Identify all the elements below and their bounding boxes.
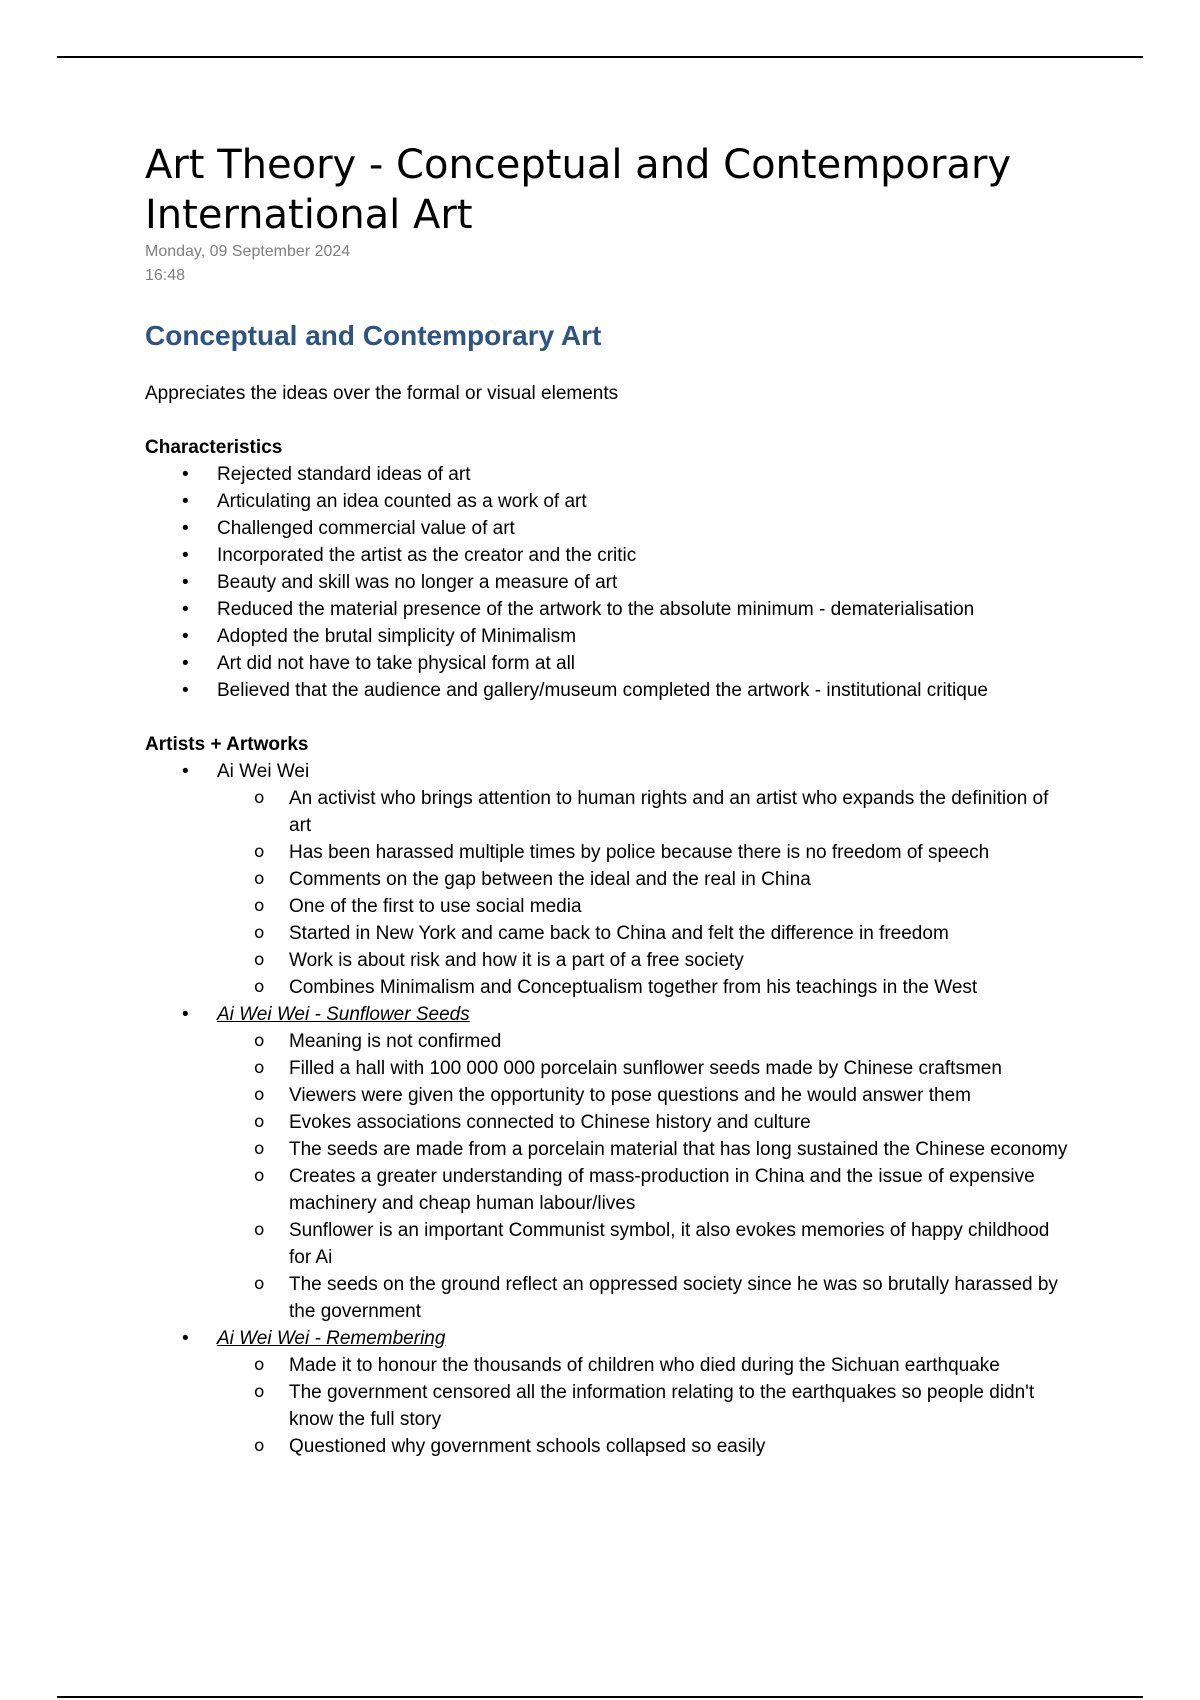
- list-item: • Believed that the audience and gallery/museum completed the artwork - institutional critique: [145, 677, 1075, 704]
- sub-bullet-icon: o: [254, 842, 265, 862]
- list-item: • Beauty and skill was no longer a measure of art: [145, 569, 1075, 596]
- list-item: o An activist who brings attention to human rights and an artist who expands the definition of art: [217, 785, 1075, 839]
- list-item: o Has been harassed multiple times by police because there is no freedom of speech: [217, 839, 1075, 866]
- artwork-notes: [217, 1352, 1075, 1460]
- bullet-icon: •: [182, 518, 189, 539]
- top-divider: [57, 56, 1143, 58]
- list-item: o Comments on the gap between the ideal and the real in China: [217, 866, 1075, 893]
- sub-bullet-icon: o: [254, 1166, 265, 1186]
- bottom-divider: [57, 1696, 1143, 1698]
- sub-bullet-icon: o: [254, 1220, 265, 1240]
- list-item: • Rejected standard ideas of art: [145, 461, 1075, 488]
- artist-label: Ai Wei Wei: [217, 761, 310, 782]
- list-item: • Challenged commercial value of art: [145, 515, 1075, 542]
- artists-heading: Artists + Artworks: [145, 734, 309, 755]
- artist-entry: [145, 1001, 1075, 1325]
- list-item: • Reduced the material presence of the artwork to the absolute minimum - dematerialisation: [145, 596, 1075, 623]
- list-item: o Evokes associations connected to Chinese history and culture: [217, 1109, 1075, 1136]
- sub-bullet-icon: o: [254, 950, 265, 970]
- artwork-title: Ai Wei Wei - Remembering: [217, 1328, 446, 1349]
- bullet-icon: •: [182, 626, 189, 647]
- list-item: o Meaning is not confirmed: [217, 1028, 1075, 1055]
- bullet-icon: •: [182, 761, 189, 782]
- sub-bullet-icon: o: [254, 788, 265, 808]
- note-page: [145, 140, 1075, 1460]
- page-title: Art Theory - Conceptual and Contemporary International Art: [145, 142, 1012, 238]
- list-item: o One of the first to use social media: [217, 893, 1075, 920]
- bullet-icon: •: [182, 572, 189, 593]
- artist-notes: [217, 785, 1075, 1001]
- bullet-icon: •: [182, 491, 189, 512]
- list-item: o Viewers were given the opportunity to pose questions and he would answer them: [217, 1082, 1075, 1109]
- sub-bullet-icon: o: [254, 896, 265, 916]
- list-item: • Art did not have to take physical form at all: [145, 650, 1075, 677]
- artist-entry: [145, 1325, 1075, 1460]
- page-time: 16:48: [145, 267, 186, 284]
- list-item: o The seeds are made from a porcelain material that has long sustained the Chinese economy: [217, 1136, 1075, 1163]
- list-item: o The government censored all the information relating to the earthquakes so people didn't know the full story: [217, 1379, 1075, 1433]
- artists-list: [145, 758, 1075, 1460]
- bullet-icon: •: [182, 464, 189, 485]
- sub-bullet-icon: o: [254, 1085, 265, 1105]
- list-item: o The seeds on the ground reflect an oppressed society since he was so brutally harassed by the government: [217, 1271, 1075, 1325]
- list-item: o Work is about risk and how it is a part of a free society: [217, 947, 1075, 974]
- artwork-title: Ai Wei Wei - Sunflower Seeds: [217, 1004, 470, 1025]
- list-item: • Adopted the brutal simplicity of Minimalism: [145, 623, 1075, 650]
- list-item: o Creates a greater understanding of mass-production in China and the issue of expensive machinery and cheap human labour/lives: [217, 1163, 1075, 1217]
- list-item: o Made it to honour the thousands of children who died during the Sichuan earthquake: [217, 1352, 1075, 1379]
- sub-bullet-icon: o: [254, 1058, 265, 1078]
- bullet-icon: •: [182, 653, 189, 674]
- list-item: • Incorporated the artist as the creator and the critic: [145, 542, 1075, 569]
- bullet-icon: •: [182, 599, 189, 620]
- list-item: o Combines Minimalism and Conceptualism together from his teachings in the West: [217, 974, 1075, 1001]
- sub-bullet-icon: o: [254, 977, 265, 997]
- list-item: o Filled a hall with 100 000 000 porcelain sunflower seeds made by Chinese craftsmen: [217, 1055, 1075, 1082]
- sub-bullet-icon: o: [254, 1436, 265, 1456]
- bullet-icon: •: [182, 1004, 189, 1025]
- sub-bullet-icon: o: [254, 1112, 265, 1132]
- list-item: o Sunflower is an important Communist symbol, it also evokes memories of happy childhood for Ai: [217, 1217, 1075, 1271]
- sub-bullet-icon: o: [254, 1274, 265, 1294]
- bullet-icon: •: [182, 545, 189, 566]
- page-date: Monday, 09 September 2024: [145, 243, 351, 260]
- list-item: o Questioned why government schools collapsed so easily: [217, 1433, 1075, 1460]
- characteristics-list: [145, 461, 1075, 704]
- sub-bullet-icon: o: [254, 1355, 265, 1375]
- characteristics-heading: Characteristics: [145, 437, 283, 458]
- sub-bullet-icon: o: [254, 1382, 265, 1402]
- bullet-icon: •: [182, 680, 189, 701]
- artwork-notes: [217, 1028, 1075, 1325]
- bullet-icon: •: [182, 1328, 189, 1349]
- sub-bullet-icon: o: [254, 923, 265, 943]
- sub-bullet-icon: o: [254, 869, 265, 889]
- sub-bullet-icon: o: [254, 1139, 265, 1159]
- sub-bullet-icon: o: [254, 1031, 265, 1051]
- artist-entry: [145, 758, 1075, 1001]
- list-item: • Articulating an idea counted as a work of art: [145, 488, 1075, 515]
- section-heading: Conceptual and Contemporary Art: [145, 320, 602, 351]
- list-item: o Started in New York and came back to China and felt the difference in freedom: [217, 920, 1075, 947]
- intro-paragraph: Appreciates the ideas over the formal or visual elements: [145, 383, 619, 404]
